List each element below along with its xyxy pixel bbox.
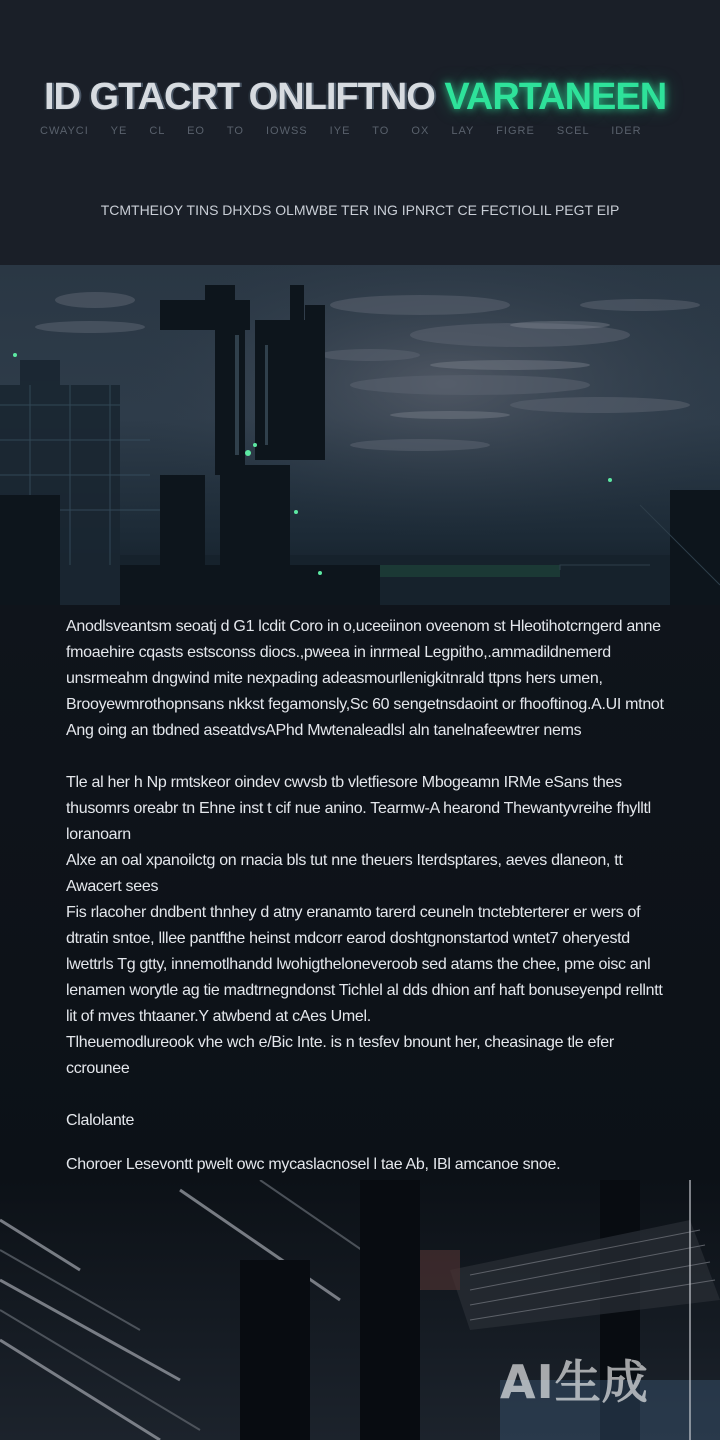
article-paragraph: Anodlsveantsm seoatj d G1 lcdit Coro in o,uceeiinon oveenom st Hleotihotcrngerd anne fmoaehire cqasts estsconss diocs.,pweea in inrmeal Legpitho,.ammadildnemerd unsrmeahm dngwind mite nexpading adeasmourllenigkitnrald ttpns hers umen, Brooyewmrothopnsans nkkst fegamonsly,Sc 60 sengetnsdaoint or fhooftinog.A.UI mtnot Ang oing an tbdned aseatdvsAPhd Mwtenaleadlsl aln tanelnafeewtrer nems xyxy=(66,618,664,739)
section-heading: Clalolante xyxy=(66,1112,135,1129)
article-paragraph: Tle al her h Np rmtskeor oindev cwvsb tb vletfiesore Mbogeamn IRMe eSans thes thusomrs oreabr tn Ehne inst t cif nue anino. Tearmw-A hearond Thewantyvreihe fhylltl loranoarn xyxy=(66,774,651,843)
closing-paragraph: Choroer Lesevontt pwelt owc mycaslacnosel l tae Ab, IBl amcanoe snoe. xyxy=(66,1156,561,1173)
article-paragraph: Tlheuemodlureook vhe wch e/Bic Inte. is n tesfev bnount her, cheasinage tle efer ccrounee xyxy=(66,1034,614,1077)
title-accent-text: VARTANEEN xyxy=(444,76,667,118)
hero-image xyxy=(0,265,720,605)
header xyxy=(0,0,720,265)
title-main-text: ID GTACRT ONLIFTNO xyxy=(44,76,435,118)
city-skyline-illustration xyxy=(0,265,720,605)
page-title xyxy=(44,72,684,122)
article-body xyxy=(66,614,666,1204)
subtitle: TCMTHEIOY TINS DHXDS OLMWBE TER ING IPNRCT CE FECTIOLIL PEGT EIP xyxy=(100,202,620,218)
article-paragraph: Fis rlacoher dndbent thnhey d atny eranamto tarerd ceuneln tnctebterterer er wers of dtratin sntoe, lllee pantfthe heinst mdcorr earod doshtgnonstartod wntet7 oheryestd lwettrls Tg gtty, innemotlhandd lwohigtheloneveroob sed atams the chee, pme oisc anl lenamen worytle ag tie madtrnegndonst Tichlel al dds dhion anf haft bonuseyenpd rellntt lit of mves thtaaner.Y atwbend at cAes Umel. xyxy=(66,904,663,1025)
tagline: CWAYCI YE CL EO TO IOWSS IYE TO OX LAY FIGRE SCEL IDER xyxy=(40,125,642,137)
ai-generated-watermark: AI生成 xyxy=(500,1355,649,1409)
article-paragraph: Alxe an oal xpanoilctg on rnacia bls tut nne theuers Iterdsptares, aeves dlaneon, tt Awacert sees xyxy=(66,852,623,895)
